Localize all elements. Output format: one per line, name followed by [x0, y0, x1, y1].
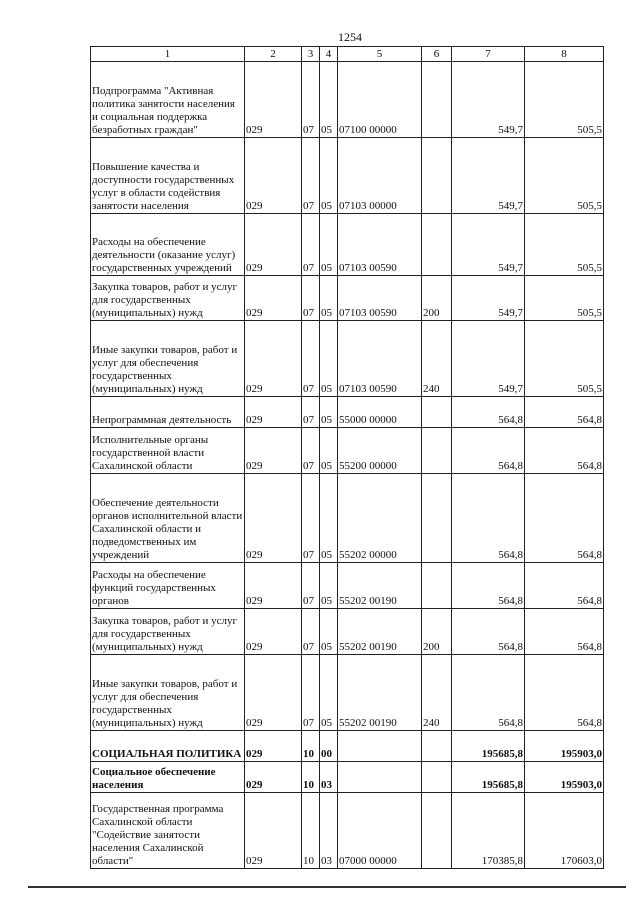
row-col-6: [422, 62, 452, 138]
row-col-3: 10: [302, 793, 320, 869]
row-col-4: 05: [320, 397, 338, 428]
row-col-6: [422, 474, 452, 563]
row-col-6: 200: [422, 276, 452, 321]
row-col-7: 549,7: [452, 276, 525, 321]
row-col-7: 564,8: [452, 428, 525, 474]
page-number: 1254: [338, 30, 362, 44]
row-col-4: 05: [320, 474, 338, 563]
header-col-7: 7: [452, 47, 525, 62]
table-body: [91, 62, 604, 869]
header-col-6: 6: [422, 47, 452, 62]
header-col-8: 8: [525, 47, 604, 62]
row-col-4: 05: [320, 138, 338, 214]
row-col-3: 07: [302, 563, 320, 609]
row-col-4: 05: [320, 428, 338, 474]
row-col-5: 55202 00190: [338, 655, 422, 731]
table-row: [91, 474, 604, 563]
page-bottom-rule: [28, 886, 626, 888]
row-col-7: 564,8: [452, 563, 525, 609]
row-name: Иные закупки товаров, работ и услуг для обеспечения государственных (муниципальных) нужд: [91, 655, 245, 731]
row-col-8: 564,8: [525, 609, 604, 655]
row-col-3: 07: [302, 428, 320, 474]
row-col-5: 55202 00190: [338, 609, 422, 655]
row-col-6: [422, 214, 452, 276]
row-name: Непрограммная деятельность: [91, 397, 245, 428]
row-col-8: 505,5: [525, 276, 604, 321]
header-col-4: 4: [320, 47, 338, 62]
header-col-1: 1: [91, 47, 245, 62]
row-col-4: 05: [320, 214, 338, 276]
row-col-3: 07: [302, 655, 320, 731]
row-name: Обеспечение деятельности органов исполнительной власти Сахалинской области и подведомственных им учреждений: [91, 474, 245, 563]
table-row: [91, 563, 604, 609]
row-col-4: 05: [320, 276, 338, 321]
row-col-2: 029: [245, 138, 302, 214]
row-col-4: 03: [320, 793, 338, 869]
row-col-8: 505,5: [525, 214, 604, 276]
row-col-2: 029: [245, 321, 302, 397]
row-col-5: 07103 00590: [338, 321, 422, 397]
row-col-8: 505,5: [525, 62, 604, 138]
row-name: Социальное обеспечение населения: [91, 762, 245, 793]
table-row: [91, 276, 604, 321]
row-col-2: 029: [245, 62, 302, 138]
row-col-5: 07100 00000: [338, 62, 422, 138]
row-col-4: 00: [320, 731, 338, 762]
row-col-8: 564,8: [525, 655, 604, 731]
row-name: Исполнительные органы государственной власти Сахалинской области: [91, 428, 245, 474]
table-row: [91, 609, 604, 655]
row-col-3: 07: [302, 321, 320, 397]
row-col-3: 07: [302, 62, 320, 138]
row-col-4: 05: [320, 655, 338, 731]
row-col-3: 07: [302, 276, 320, 321]
row-col-2: 029: [245, 609, 302, 655]
row-col-2: 029: [245, 731, 302, 762]
row-col-2: 029: [245, 762, 302, 793]
row-col-7: 564,8: [452, 609, 525, 655]
row-name: Расходы на обеспечение функций государственных органов: [91, 563, 245, 609]
row-name: Иные закупки товаров, работ и услуг для обеспечения государственных (муниципальных) нужд: [91, 321, 245, 397]
table-row: [91, 731, 604, 762]
row-col-3: 07: [302, 214, 320, 276]
row-name: Расходы на обеспечение деятельности (оказание услуг) государственных учреждений: [91, 214, 245, 276]
row-col-2: 029: [245, 655, 302, 731]
row-col-6: [422, 428, 452, 474]
row-col-8: 505,5: [525, 138, 604, 214]
row-name: Закупка товаров, работ и услуг для государственных (муниципальных) нужд: [91, 276, 245, 321]
row-col-5: [338, 731, 422, 762]
row-col-8: 170603,0: [525, 793, 604, 869]
row-col-8: 564,8: [525, 474, 604, 563]
table-row: [91, 138, 604, 214]
row-col-4: 05: [320, 609, 338, 655]
row-col-6: [422, 138, 452, 214]
table-row: [91, 655, 604, 731]
row-col-4: 03: [320, 762, 338, 793]
row-col-7: 549,7: [452, 62, 525, 138]
row-col-2: 029: [245, 474, 302, 563]
row-col-5: 55000 00000: [338, 397, 422, 428]
row-col-5: 55202 00000: [338, 474, 422, 563]
table-row: [91, 62, 604, 138]
row-col-8: 564,8: [525, 397, 604, 428]
row-col-7: 195685,8: [452, 731, 525, 762]
row-col-3: 07: [302, 397, 320, 428]
row-col-7: 549,7: [452, 214, 525, 276]
budget-table: [90, 46, 604, 869]
table-row: [91, 793, 604, 869]
row-name: СОЦИАЛЬНАЯ ПОЛИТИКА: [91, 731, 245, 762]
row-col-6: 240: [422, 321, 452, 397]
row-col-4: 05: [320, 62, 338, 138]
row-col-6: 240: [422, 655, 452, 731]
row-col-3: 07: [302, 474, 320, 563]
row-col-5: 07103 00000: [338, 138, 422, 214]
row-col-3: 10: [302, 762, 320, 793]
row-col-6: [422, 793, 452, 869]
row-name: Повышение качества и доступности государственных услуг в области содействия занятости населения: [91, 138, 245, 214]
row-col-7: 195685,8: [452, 762, 525, 793]
table-row: [91, 321, 604, 397]
row-col-2: 029: [245, 276, 302, 321]
header-row: [91, 47, 604, 62]
row-col-2: 029: [245, 214, 302, 276]
row-col-5: [338, 762, 422, 793]
row-col-5: 07103 00590: [338, 276, 422, 321]
row-col-5: 07000 00000: [338, 793, 422, 869]
row-col-5: 07103 00590: [338, 214, 422, 276]
row-col-3: 07: [302, 138, 320, 214]
table-row: [91, 428, 604, 474]
row-col-2: 029: [245, 793, 302, 869]
row-col-7: 564,8: [452, 397, 525, 428]
row-col-7: 564,8: [452, 474, 525, 563]
row-col-6: [422, 731, 452, 762]
row-col-8: 195903,0: [525, 762, 604, 793]
row-col-3: 10: [302, 731, 320, 762]
header-col-5: 5: [338, 47, 422, 62]
row-col-7: 170385,8: [452, 793, 525, 869]
table-row: [91, 397, 604, 428]
row-name: Закупка товаров, работ и услуг для государственных (муниципальных) нужд: [91, 609, 245, 655]
row-col-7: 564,8: [452, 655, 525, 731]
row-col-2: 029: [245, 563, 302, 609]
row-col-8: 195903,0: [525, 731, 604, 762]
table-row: [91, 214, 604, 276]
row-col-2: 029: [245, 397, 302, 428]
row-col-2: 029: [245, 428, 302, 474]
row-col-3: 07: [302, 609, 320, 655]
row-col-6: 200: [422, 609, 452, 655]
row-col-8: 564,8: [525, 428, 604, 474]
row-col-5: 55200 00000: [338, 428, 422, 474]
row-col-5: 55202 00190: [338, 563, 422, 609]
row-name: Государственная программа Сахалинской области "Содействие занятости населения Сахалинской области": [91, 793, 245, 869]
row-col-6: [422, 563, 452, 609]
row-col-7: 549,7: [452, 321, 525, 397]
row-name: Подпрограмма "Активная политика занятости населения и социальная поддержка безработных граждан": [91, 62, 245, 138]
row-col-4: 05: [320, 563, 338, 609]
header-col-3: 3: [302, 47, 320, 62]
row-col-8: 505,5: [525, 321, 604, 397]
row-col-8: 564,8: [525, 563, 604, 609]
row-col-6: [422, 397, 452, 428]
header-col-2: 2: [245, 47, 302, 62]
row-col-6: [422, 762, 452, 793]
table-row: [91, 762, 604, 793]
row-col-4: 05: [320, 321, 338, 397]
row-col-7: 549,7: [452, 138, 525, 214]
